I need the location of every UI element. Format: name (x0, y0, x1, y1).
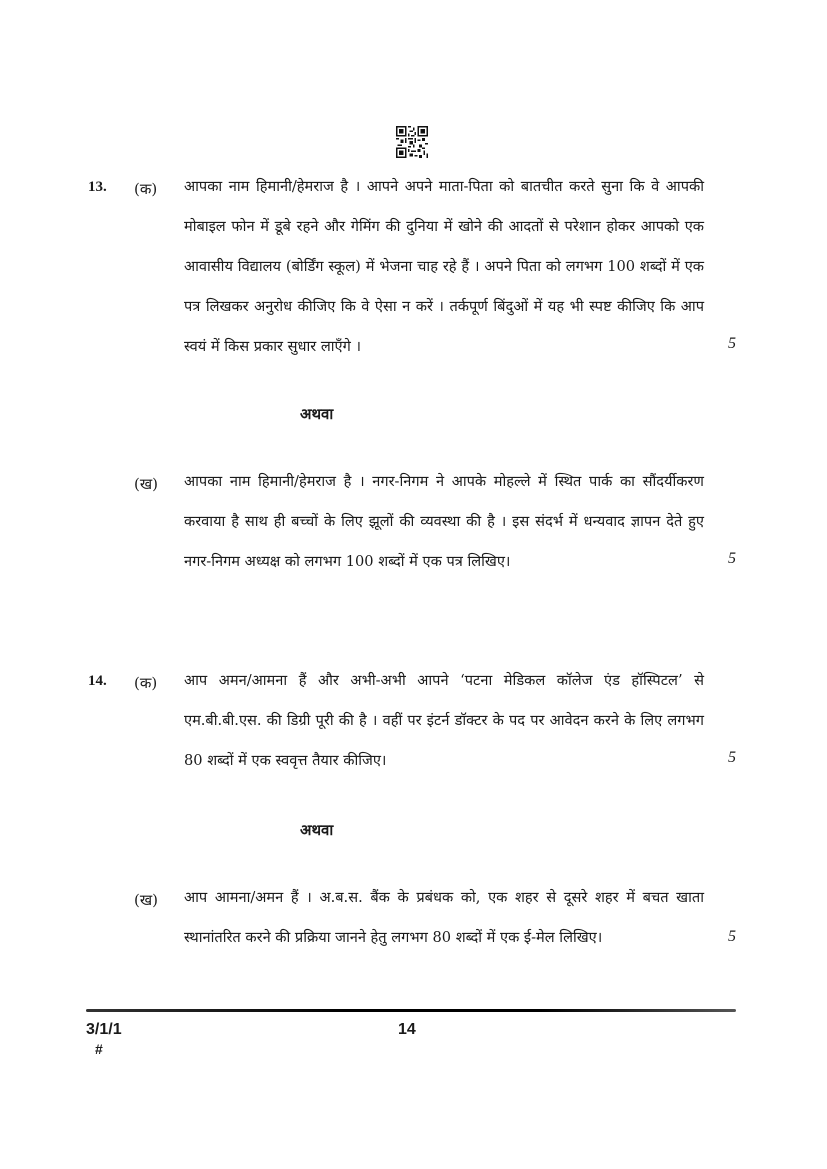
or-label: अथवा (300, 821, 334, 839)
part-label: (क) (134, 674, 158, 692)
question-number: 13. (88, 179, 107, 195)
question-text: आप आमना/अमन हैं । अ.ब.स. बैंक के प्रबंधक को, एक शहर से दूसरे शहर में बचत खाता स्थानांतरित करने की प्रक्रिया जानने हेतु लगभग 80 शब्दों में एक ई-मेल लिखिए। (184, 889, 704, 946)
marks: 5 (728, 928, 736, 945)
question-text: आपका नाम हिमानी/हेमराज है । नगर-निगम ने आपके मोहल्ले में स्थित पार्क का सौंदर्यीकरण करवाया है साथ ही बच्चों के लिए झूलों की व्यवस्था की है । इस संदर्भ में धन्यवाद ज्ञापन देते हुए नगर-निगम अध्यक्ष को लगभग 100 शब्दों में एक पत्र लिखिए। (184, 473, 704, 570)
part-label: (ख) (134, 891, 158, 909)
question-text: आपका नाम हिमानी/हेमराज है । आपने अपने माता-पिता को बातचीत करते सुना कि वे आपकी मोबाइल फोन में डूबे रहने और गेमिंग की दुनिया में खोने की आदतों से परेशान होकर आपको एक आवासीय विद्यालय (बोर्डिंग स्कूल) में भेजना चाह रहे हैं । अपने पिता को लगभग 100 शब्दों में एक पत्र लिखकर अनुरोध कीजिए कि वे ऐसा न करें । तर्कपूर्ण बिंदुओं में यह भी स्पष्ट कीजिए कि आप स्वयं में किस प्रकार सुधार लाएँगे । (184, 178, 704, 355)
paper-code: 3/1/1 (86, 1021, 122, 1038)
footer-rule (86, 1009, 736, 1012)
marks: 5 (728, 335, 736, 352)
marks: 5 (728, 749, 736, 766)
or-label: अथवा (300, 405, 334, 423)
page-number: 14 (398, 1021, 416, 1038)
hash-mark: # (95, 1041, 103, 1057)
part-label: (ख) (134, 475, 158, 493)
question-text: आप अमन/आमना हैं और अभी-अभी आपने ‘पटना मेडिकल कॉलेज एंड हॉस्पिटल’ से एम.बी.बी.एस. की डिग्री पूरी की है । वहीं पर इंटर्न डॉक्टर के पद पर आवेदन करने के लिए लगभग 80 शब्दों में एक स्ववृत्त तैयार कीजिए। (184, 672, 704, 769)
marks: 5 (728, 550, 736, 567)
part-label: (क) (134, 180, 158, 198)
question-number: 14. (88, 673, 107, 689)
qr-code-icon (396, 126, 428, 158)
